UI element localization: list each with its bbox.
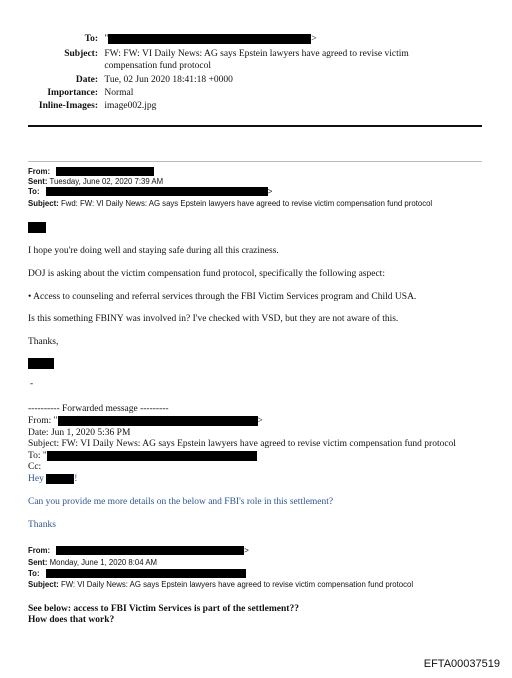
- redaction-block: [46, 474, 74, 484]
- redaction-block: [28, 222, 46, 233]
- forwarded-subject-label: Subject:: [28, 439, 60, 449]
- email1-to-suffix: >: [267, 187, 273, 196]
- header-subject-line1: FW: FW: VI Daily News: AG says Epstein lawyers have agreed to revise victim: [104, 49, 409, 59]
- redaction-block: [56, 546, 244, 555]
- email1-sent-value: Tuesday, June 02, 2020 7:39 AM: [49, 177, 164, 186]
- email2-subject-value: FW: VI Daily News: AG says Epstein lawyers have agreed to revise victim compensation fund protocol: [60, 580, 414, 589]
- email2-sent-value: Monday, June 1, 2020 8:04 AM: [49, 558, 158, 567]
- email1-paragraph: DOJ is asking about the victim compensation fund protocol, specifically the following aspect:: [28, 269, 385, 279]
- header-to-prefix: ": [104, 34, 109, 44]
- forwarded-cc-label: Cc:: [28, 462, 42, 472]
- email2-subject-label: Subject:: [28, 580, 59, 589]
- email1-sent-row: [28, 177, 163, 187]
- header-to-row: [20, 33, 317, 45]
- email2-from-suffix: >: [244, 546, 249, 555]
- email1-to-label: To:: [28, 187, 40, 196]
- email1-subject-label: Subject:: [28, 199, 59, 208]
- bates-number: EFTA00037519: [423, 658, 500, 670]
- header-importance-value: Normal: [104, 88, 134, 98]
- redaction-block: [46, 187, 268, 196]
- header-date-value: Tue, 02 Jun 2020 18:41:18 +0000: [104, 75, 233, 85]
- header-importance-label: Importance:: [47, 88, 98, 98]
- email1-to-row: [28, 187, 272, 197]
- forwarded-hey-suffix: !: [74, 474, 78, 484]
- email1-signoff: Thanks,: [28, 337, 59, 347]
- redaction-block: [47, 451, 257, 461]
- header-subject-line2: compensation fund protocol: [104, 61, 211, 71]
- email1-from-row: [28, 167, 154, 177]
- header-inline-images-value: image002.jpg: [104, 101, 157, 111]
- forwarded-hey: Hey: [28, 474, 44, 484]
- forwarded-question: Can you provide me more details on the below and FBI's role in this settlement?: [28, 497, 334, 507]
- forwarded-subject-value: FW: VI Daily News: AG says Epstein lawyers have agreed to revise victim compensation fund protocol: [61, 439, 456, 449]
- email1-sent-label: Sent:: [28, 177, 48, 186]
- header-inline-images-row: [20, 100, 156, 112]
- email1-from-label: From:: [28, 167, 51, 176]
- header-date-label: Date:: [75, 75, 98, 85]
- forwarded-to-prefix: ": [42, 451, 47, 461]
- header-importance-row: [20, 87, 133, 99]
- email2-from-row: [28, 546, 249, 556]
- email2-sent-label: Sent:: [28, 558, 48, 567]
- redaction-block: [108, 34, 311, 44]
- email2-from-label: From:: [28, 546, 51, 555]
- email1-subject-value: Fwd: FW: VI Daily News: AG says Epstein lawyers have agreed to revise victim compensation fund protocol: [60, 199, 433, 208]
- redaction-block: [46, 569, 246, 578]
- email1-bullet: • Access to counseling and referral services through the FBI Victim Services program and Child USA.: [28, 292, 417, 302]
- header-inline-images-label: Inline-Images:: [38, 101, 98, 111]
- email2-sent-row: [28, 558, 157, 568]
- email2-to-label: To:: [28, 569, 40, 578]
- header-to-label: To:: [84, 34, 98, 44]
- forwarded-date-label: Date:: [28, 428, 49, 438]
- header-to-suffix: >: [311, 34, 317, 44]
- email-divider: [28, 161, 482, 162]
- redaction-block: [56, 167, 154, 176]
- header-subject-row: [20, 48, 409, 72]
- forwarded-greeting: [28, 473, 77, 485]
- forwarded-from-label: From:: [28, 416, 52, 426]
- email2-question: How does that work?: [28, 615, 115, 625]
- email1-subject-row: [28, 199, 432, 209]
- forwarded-thanks: Thanks: [28, 520, 56, 530]
- forwarded-cc-row: [28, 461, 41, 473]
- header-date-row: [20, 74, 233, 86]
- forwarded-banner: ---------- Forwarded message ---------: [28, 404, 169, 414]
- forwarded-from-suffix: >: [257, 416, 263, 426]
- forwarded-from-prefix: ": [53, 416, 58, 426]
- email2-subject-row: [28, 580, 413, 590]
- forwarded-from-row: [28, 415, 263, 427]
- forwarded-date-value: Jun 1, 2020 5:36 PM: [50, 428, 131, 438]
- redaction-block: [28, 358, 54, 369]
- redaction-block: [58, 416, 258, 426]
- email1-dash: -: [30, 379, 34, 389]
- forwarded-to-row: [28, 450, 257, 462]
- email2-see-below: See below: access to FBI Victim Services is part of the settlement??: [28, 604, 299, 614]
- email1-paragraph: I hope you're doing well and staying safe during all this craziness.: [28, 246, 279, 256]
- email2-to-row: [28, 569, 246, 579]
- email1-paragraph: Is this something FBINY was involved in? I've checked with VSD, but they are not aware of this.: [28, 314, 399, 324]
- header-subject-label: Subject:: [64, 49, 98, 59]
- forwarded-to-label: To:: [28, 451, 41, 461]
- header-divider: [28, 125, 482, 127]
- forwarded-subject-row: [28, 438, 456, 450]
